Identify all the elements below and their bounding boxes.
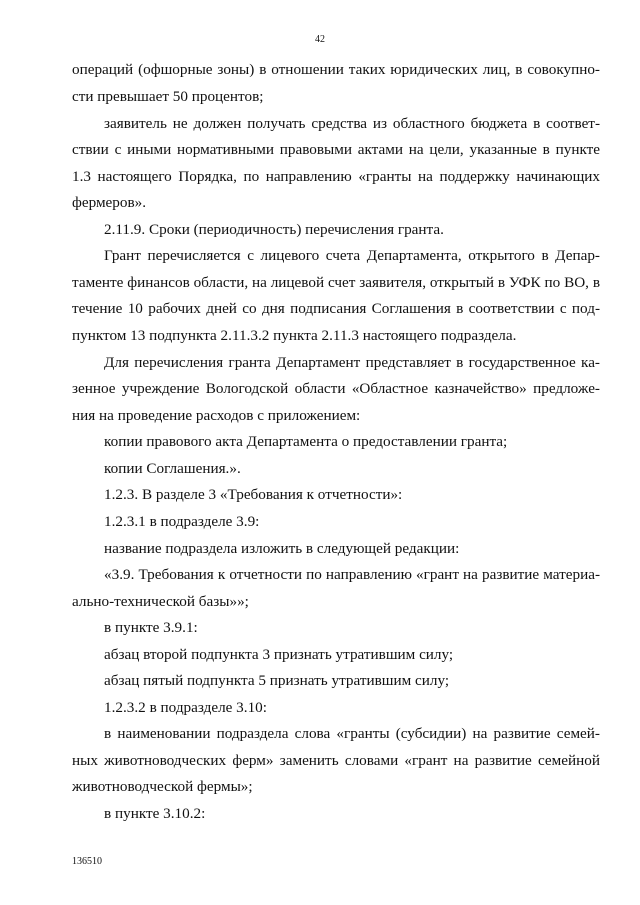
text-line: ствии с иными нормативными правовыми актами на цели, указанные в пункте	[72, 141, 600, 158]
text-line: зенное учреждение Вологодской области «Областное казначейство» предложе-	[72, 380, 600, 397]
text-line: копии Соглашения.».	[104, 460, 241, 477]
text-line: ных животноводческих ферм» заменить словами «грант на развитие семейной	[72, 752, 600, 769]
text-line: операций (офшорные зоны) в отношении таких юридических лиц, в совокупно-	[72, 61, 600, 78]
text-line: фермеров».	[72, 194, 147, 211]
text-line: 1.2.3.2 в подразделе 3.10:	[104, 699, 267, 716]
page-number: 42	[315, 34, 325, 45]
text-line: название подраздела изложить в следующей редакции:	[104, 540, 460, 557]
text-line: Для перечисления гранта Департамент представляет в государственное ка-	[104, 354, 600, 371]
text-line: 2.11.9. Сроки (периодичность) перечисления гранта.	[104, 221, 444, 238]
text-line: Грант перечисляется с лицевого счета Департамента, открытого в Депар-	[104, 247, 600, 264]
text-line: ния на проведение расходов с приложением:	[72, 407, 361, 424]
text-line: таменте финансов области, на лицевой счет заявителя, открытый в УФК по ВО, в	[72, 274, 600, 291]
text-line: абзац пятый подпункта 5 признать утратившим силу;	[104, 672, 450, 689]
text-line: пунктом 13 подпункта 2.11.3.2 пункта 2.11.3 настоящего подраздела.	[72, 327, 517, 344]
text-line: 1.3 настоящего Порядка, по направлению «гранты на поддержку начинающих	[72, 168, 600, 185]
text-line: абзац второй подпункта 3 признать утратившим силу;	[104, 646, 454, 663]
text-line: сти превышает 50 процентов;	[72, 88, 264, 105]
footer-code: 136510	[72, 856, 102, 867]
text-line: животноводческой фермы»;	[72, 778, 253, 795]
text-line: 1.2.3.1 в подразделе 3.9:	[104, 513, 260, 530]
text-line: ально-технической базы»»;	[72, 593, 249, 610]
text-line: копии правового акта Департамента о предоставлении гранта;	[104, 433, 508, 450]
text-line: «3.9. Требования к отчетности по направлению «грант на развитие материа-	[104, 566, 600, 583]
text-line: в пункте 3.9.1:	[104, 619, 198, 636]
text-line: течение 10 рабочих дней со дня подписания Соглашения в соответствии с под-	[72, 300, 600, 317]
text-line: в наименовании подраздела слова «гранты (субсидии) на развитие семей-	[104, 725, 600, 742]
text-line: 1.2.3. В разделе 3 «Требования к отчетности»:	[104, 486, 403, 503]
text-line: в пункте 3.10.2:	[104, 805, 206, 822]
text-line: заявитель не должен получать средства из областного бюджета в соответ-	[104, 115, 600, 132]
